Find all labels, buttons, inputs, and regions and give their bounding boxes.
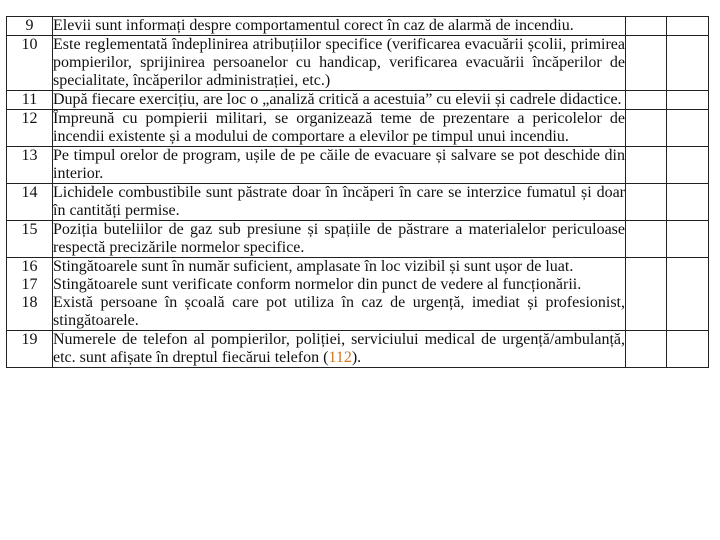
- row-number: 19: [7, 331, 53, 368]
- check-cell-yes[interactable]: [626, 110, 667, 147]
- row-text: [53, 258, 626, 277]
- row-text: [53, 184, 626, 221]
- row-text-content: După fiecare exercițiu, are loc o „analiză critică a acestuia” cu elevii și cadrele didactice.: [53, 91, 622, 108]
- row-number: 14: [7, 184, 53, 221]
- check-cell-no[interactable]: [667, 36, 709, 91]
- row-number: 13: [7, 147, 53, 184]
- check-cell-no[interactable]: [667, 17, 709, 36]
- check-cell-no[interactable]: [667, 276, 709, 294]
- check-cell-yes[interactable]: [626, 184, 667, 221]
- row-text-content: Lichidele combustibile sunt păstrate doar în încăperi în care se interzice fumatul și doar în cantități permise.: [53, 184, 625, 219]
- row-text: [53, 221, 626, 258]
- row-number: 15: [7, 221, 53, 258]
- row-number: 11: [7, 91, 53, 110]
- row-text-content: Este reglementată îndeplinirea atribuțiilor specifice (verificarea evacuării școlii, primirea pompierilor, sprijinirea persoanelor cu handicap, verificarea evacuării încăperilor de specialitate, încăperilor administrației, etc.): [53, 36, 625, 89]
- check-cell-no[interactable]: [667, 184, 709, 221]
- row-text: [53, 331, 626, 368]
- check-cell-yes[interactable]: [626, 276, 667, 294]
- table-row: [7, 36, 709, 91]
- table-row: [7, 221, 709, 258]
- check-cell-yes[interactable]: [626, 36, 667, 91]
- row-number: 10: [7, 36, 53, 91]
- row-text: [53, 36, 626, 91]
- row-text-content: Stingătoarele sunt verificate conform normelor din punct de vedere al funcționării.: [53, 276, 582, 293]
- row-text-after: ).: [351, 349, 362, 366]
- row-text-content: [53, 331, 625, 367]
- row-text-content: Împreună cu pompierii militari, se organizează teme de prezentare a pericolelor de incendii existente și a modului de comportare a elevilor pe timpul unui incendiu.: [53, 110, 625, 145]
- row-text-before: Numerele de telefon al pompierilor, poliției, serviciului medical de urgență/ambulanță, etc. sunt afișate în dreptul fiecărui telefon (: [53, 331, 625, 366]
- table-row: [7, 258, 709, 277]
- table-row: [7, 147, 709, 184]
- check-cell-no[interactable]: [667, 331, 709, 368]
- table-row: [7, 184, 709, 221]
- fire-safety-checklist-table: [6, 16, 709, 368]
- check-cell-yes[interactable]: [626, 147, 667, 184]
- row-number: 12: [7, 110, 53, 147]
- row-number: 16: [7, 258, 53, 277]
- row-text: [53, 147, 626, 184]
- check-cell-yes[interactable]: [626, 331, 667, 368]
- check-cell-no[interactable]: [667, 110, 709, 147]
- row-number: 9: [7, 17, 53, 36]
- row-text-content: Poziția buteliilor de gaz sub presiune și spațiile de păstrare a materialelor periculoase respectă precizările normelor specifice.: [53, 221, 625, 256]
- check-cell-no[interactable]: [667, 258, 709, 277]
- row-number: 18: [7, 294, 53, 331]
- emergency-number: 112: [328, 349, 352, 366]
- check-cell-no[interactable]: [667, 91, 709, 110]
- check-cell-no[interactable]: [667, 147, 709, 184]
- check-cell-yes[interactable]: [626, 91, 667, 110]
- table-row: [7, 17, 709, 36]
- check-cell-yes[interactable]: [626, 258, 667, 277]
- row-text-content: Există persoane în școală care pot utiliza în caz de urgență, imediat și profesionist, stingătoarele.: [53, 294, 625, 329]
- check-cell-no[interactable]: [667, 294, 709, 331]
- table-row: [7, 294, 709, 331]
- check-cell-yes[interactable]: [626, 294, 667, 331]
- row-number: 17: [7, 276, 53, 294]
- row-text: [53, 91, 626, 110]
- row-text-content: Elevii sunt informați despre comportamentul corect în caz de alarmă de incendiu.: [53, 17, 574, 34]
- row-text-content: Pe timpul orelor de program, ușile de pe căile de evacuare și salvare se pot deschide din interior.: [53, 147, 625, 182]
- row-text-content: Stingătoarele sunt în număr suficient, amplasate în loc vizibil și sunt ușor de luat.: [53, 258, 574, 275]
- row-text: [53, 294, 626, 331]
- table-row: [7, 110, 709, 147]
- row-text: [53, 110, 626, 147]
- row-text: [53, 276, 626, 294]
- check-cell-yes[interactable]: [626, 17, 667, 36]
- table-row: [7, 331, 709, 368]
- check-cell-no[interactable]: [667, 221, 709, 258]
- table-row: [7, 91, 709, 110]
- row-text: [53, 17, 626, 36]
- table-row: [7, 276, 709, 294]
- checklist-sheet: [6, 16, 708, 368]
- check-cell-yes[interactable]: [626, 221, 667, 258]
